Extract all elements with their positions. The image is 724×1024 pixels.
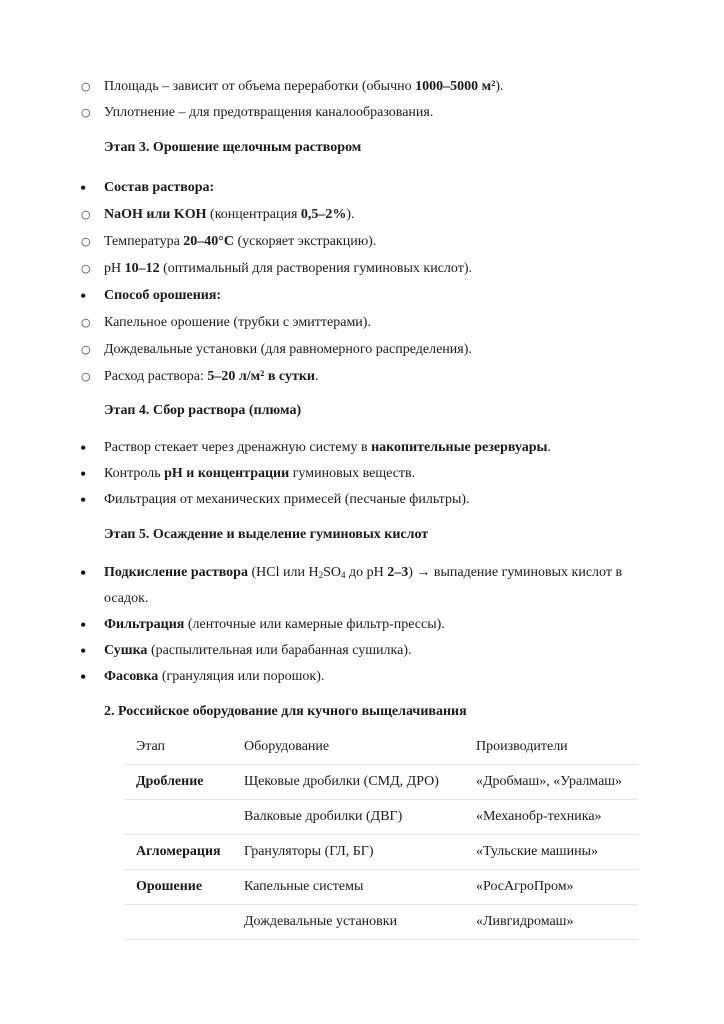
table-row (124, 765, 638, 800)
circle-bullet-icon: ○ (81, 208, 91, 221)
disc-bullet-icon: • (80, 438, 87, 458)
table-row (124, 870, 638, 905)
table-row (124, 800, 638, 835)
circle-bullet-icon: ○ (81, 343, 91, 356)
maker-cell: «Механобр-техника» (464, 800, 638, 835)
stage-cell: Дробление (124, 765, 232, 800)
stage-cell: Агломерация (124, 835, 232, 870)
equipment-cell: Капельные системы (232, 870, 464, 905)
disc-bullet-icon: • (80, 490, 87, 510)
stage-cell (124, 800, 232, 835)
stage-cell (124, 905, 232, 940)
disc-bullet-icon: • (80, 615, 87, 635)
disc-bullet-icon: • (80, 464, 87, 484)
disc-bullet-icon: • (80, 641, 87, 661)
equipment-cell: Дождевальные установки (232, 905, 464, 940)
column-header: Этап (124, 730, 232, 765)
equipment-table (124, 730, 638, 940)
column-header: Оборудование (232, 730, 464, 765)
circle-bullet-icon: ○ (81, 80, 91, 93)
equipment-cell: Грануляторы (ГЛ, БГ) (232, 835, 464, 870)
disc-bullet-icon: • (80, 178, 87, 198)
equipment-cell: Щековые дробилки (СМД, ДРО) (232, 765, 464, 800)
maker-cell: «Ливгидромаш» (464, 905, 638, 940)
circle-bullet-icon: ○ (81, 316, 91, 329)
maker-cell: «РосАгроПром» (464, 870, 638, 905)
stage-cell: Орошение (124, 870, 232, 905)
disc-bullet-icon: • (80, 286, 87, 306)
table-row (124, 905, 638, 940)
maker-cell: «Тульские машины» (464, 835, 638, 870)
circle-bullet-icon: ○ (81, 262, 91, 275)
table-row (124, 835, 638, 870)
circle-bullet-icon: ○ (81, 235, 91, 248)
equipment-cell: Валковые дробилки (ДВГ) (232, 800, 464, 835)
maker-cell: «Дробмаш», «Уралмаш» (464, 765, 638, 800)
disc-bullet-icon: • (80, 563, 87, 583)
circle-bullet-icon: ○ (81, 106, 91, 119)
column-header: Производители (464, 730, 638, 765)
disc-bullet-icon: • (80, 667, 87, 687)
circle-bullet-icon: ○ (81, 370, 91, 383)
table-header-row (124, 730, 638, 765)
